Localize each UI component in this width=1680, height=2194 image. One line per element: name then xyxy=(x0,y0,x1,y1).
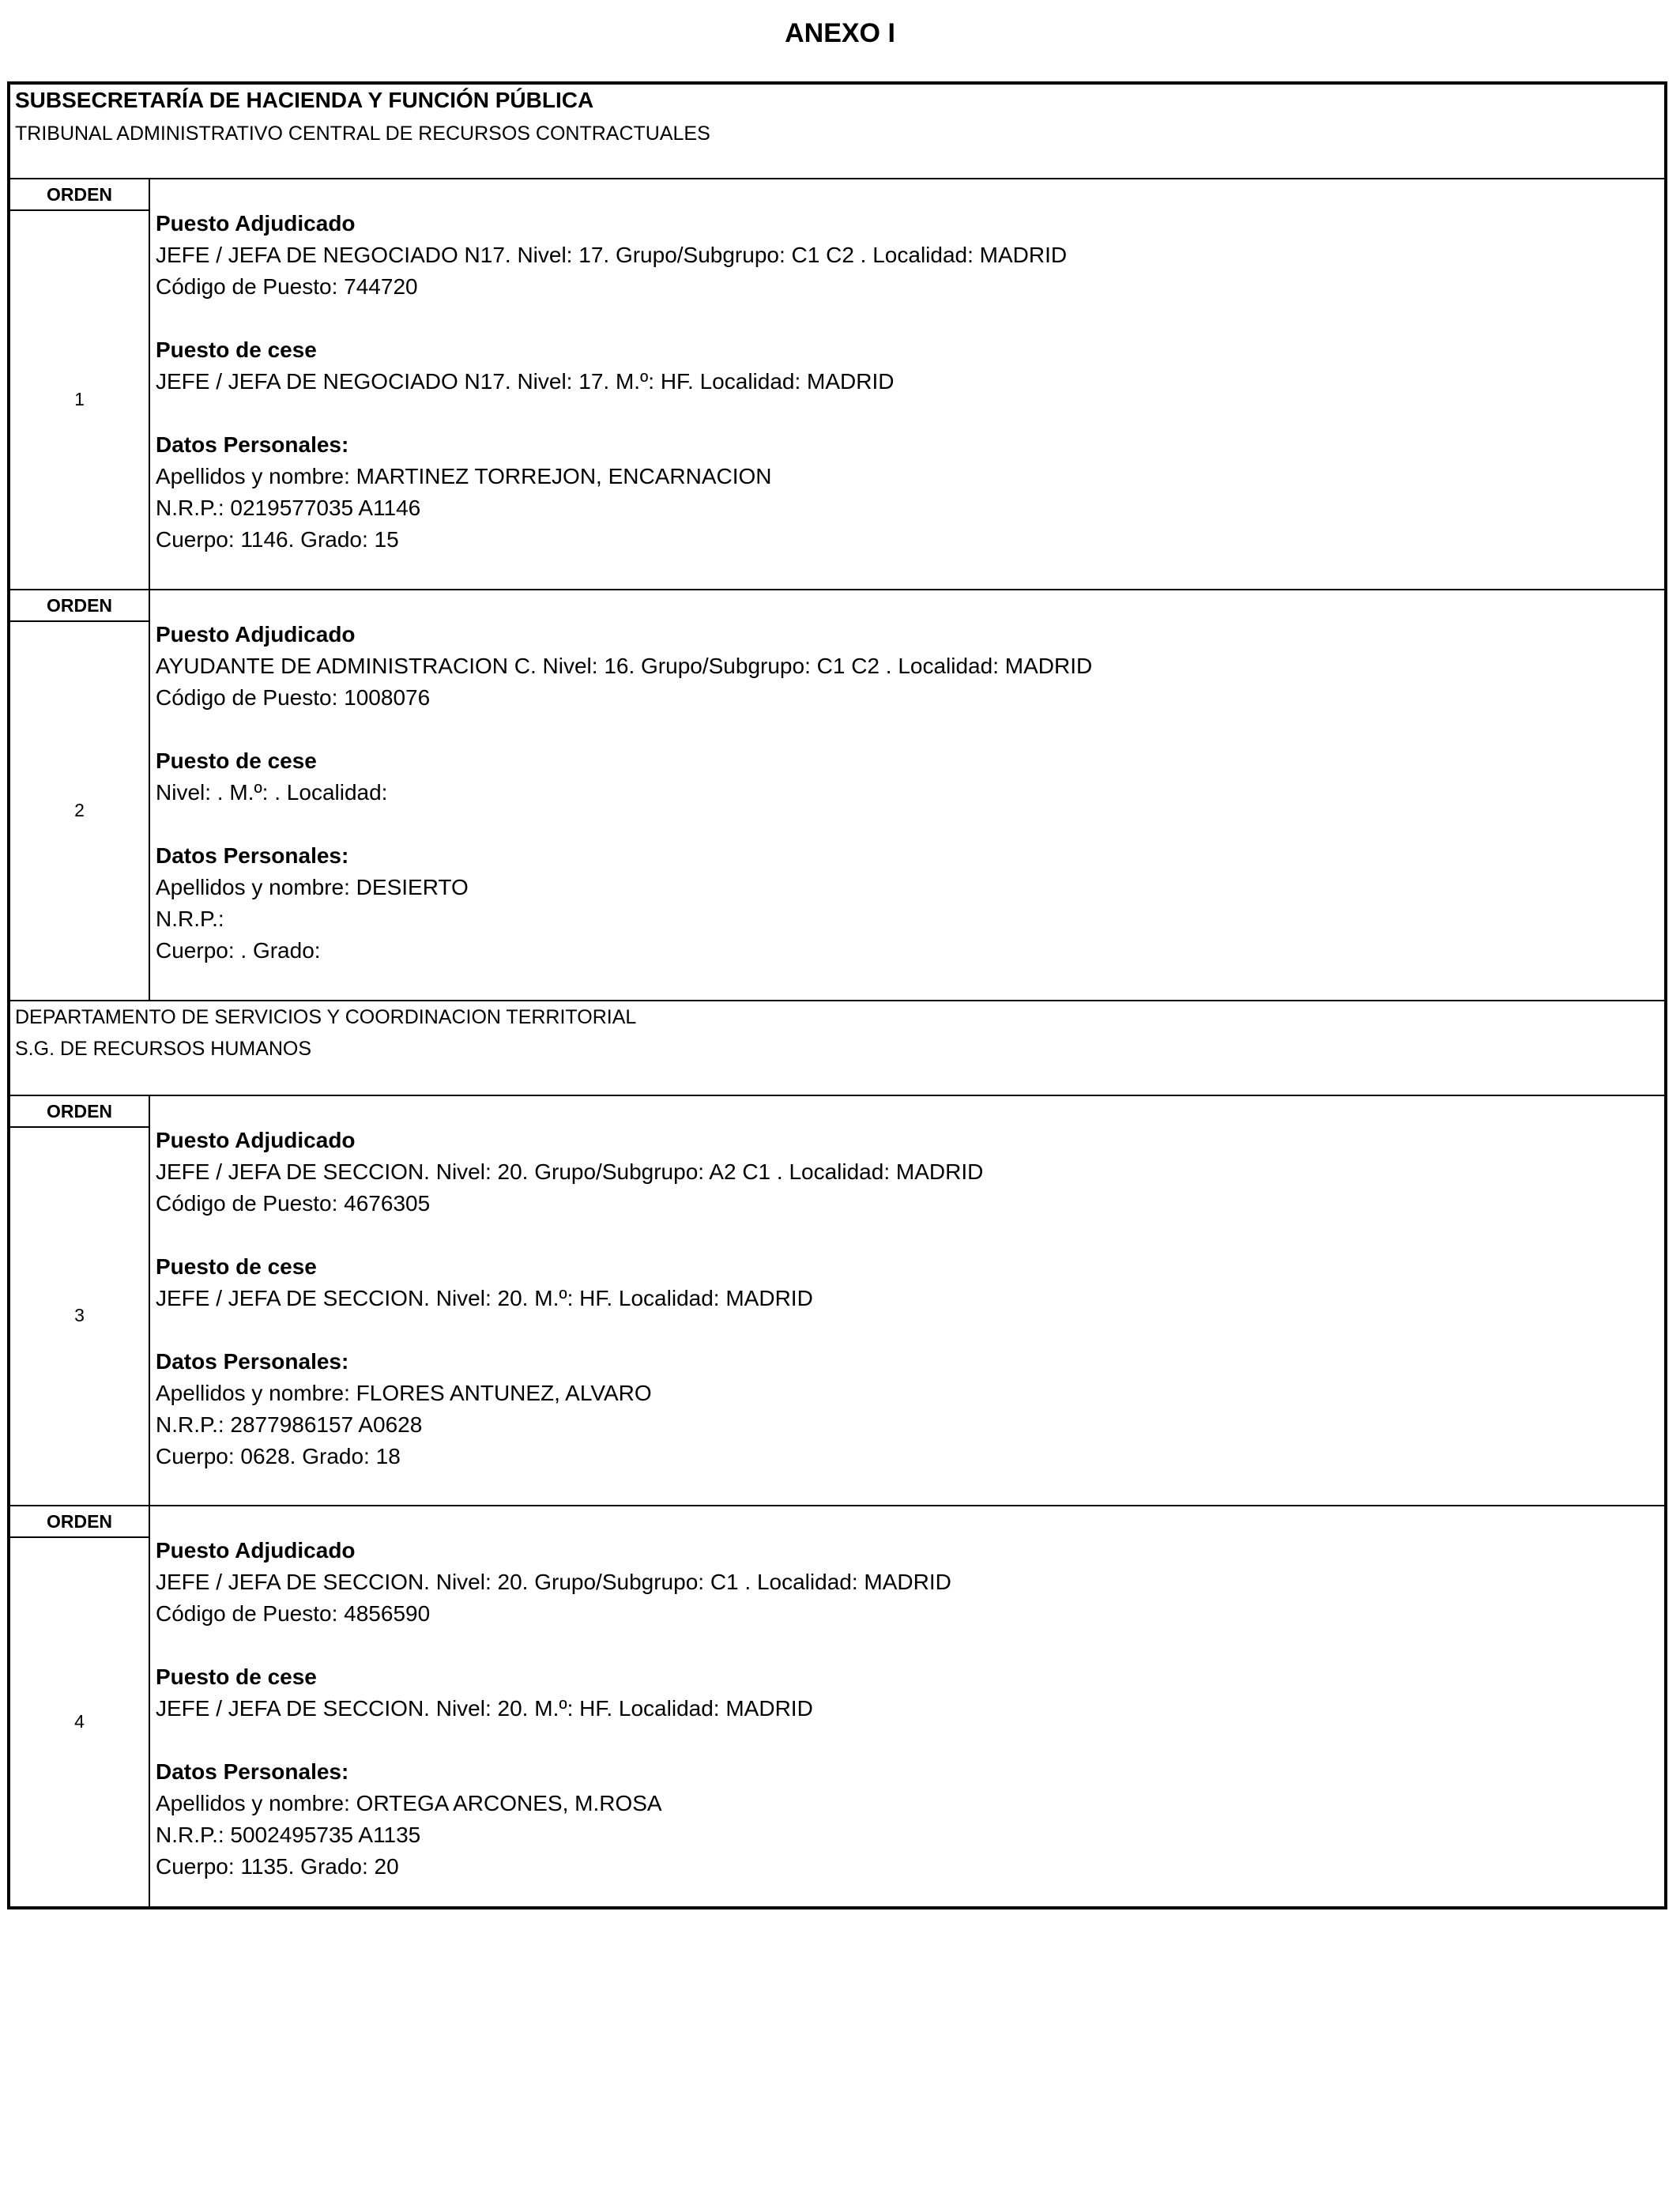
orden-label: ORDEN xyxy=(10,590,149,622)
puesto-adjudicado-heading: Puesto Adjudicado xyxy=(156,622,356,647)
record-content xyxy=(156,1125,1658,1472)
cuerpo-grado: Cuerpo: 1135. Grado: 20 xyxy=(156,1854,399,1879)
cuerpo-grado: Cuerpo: . Grado: xyxy=(156,938,321,963)
nrp: N.R.P.: xyxy=(156,907,224,931)
orden-cell xyxy=(10,590,150,1000)
orden-number: 1 xyxy=(74,388,85,409)
puesto-cese-heading: Puesto de cese xyxy=(156,337,317,362)
puesto-adjudicado-heading: Puesto Adjudicado xyxy=(156,1128,356,1152)
codigo-puesto: Código de Puesto: 1008076 xyxy=(156,685,431,710)
orden-number: 4 xyxy=(74,1710,85,1732)
puesto-adjudicado-line: JEFE / JEFA DE SECCION. Nivel: 20. Grupo/Subgrupo: C1 . Localidad: MADRID xyxy=(156,1570,951,1594)
orden-label: ORDEN xyxy=(10,1096,149,1128)
section-org: SUBSECRETARÍA DE HACIENDA Y FUNCIÓN PÚBLICA xyxy=(15,88,594,112)
section-header-1 xyxy=(10,85,1664,179)
orden-number: 3 xyxy=(74,1305,85,1325)
cuerpo-grado: Cuerpo: 1146. Grado: 15 xyxy=(156,527,399,552)
record-row xyxy=(10,179,1664,590)
datos-personales-heading: Datos Personales: xyxy=(156,843,349,868)
puesto-cese-heading: Puesto de cese xyxy=(156,748,317,773)
puesto-cese-heading: Puesto de cese xyxy=(156,1664,317,1689)
puesto-adjudicado-heading: Puesto Adjudicado xyxy=(156,1538,356,1563)
puesto-cese-line: JEFE / JEFA DE SECCION. Nivel: 20. M.º: HF. Localidad: MADRID xyxy=(156,1286,813,1310)
orden-label: ORDEN xyxy=(10,1506,149,1538)
record-row xyxy=(10,1506,1664,1906)
puesto-adjudicado-line: JEFE / JEFA DE NEGOCIADO N17. Nivel: 17. Grupo/Subgrupo: C1 C2 . Localidad: MADRID xyxy=(156,243,1068,267)
orden-label: ORDEN xyxy=(10,179,149,211)
nrp: N.R.P.: 5002495735 A1135 xyxy=(156,1823,421,1847)
cuerpo-grado: Cuerpo: 0628. Grado: 18 xyxy=(156,1444,401,1468)
puesto-adjudicado-line: AYUDANTE DE ADMINISTRACION C. Nivel: 16. Grupo/Subgrupo: C1 C2 . Localidad: MADRID xyxy=(156,654,1093,678)
section-org: DEPARTAMENTO DE SERVICIOS Y COORDINACION TERRITORIAL xyxy=(15,1006,637,1028)
apellidos-nombre: Apellidos y nombre: ORTEGA ARCONES, M.ROSA xyxy=(156,1791,662,1815)
apellidos-nombre: Apellidos y nombre: FLORES ANTUNEZ, ALVARO xyxy=(156,1381,652,1405)
puesto-cese-line: Nivel: . M.º: . Localidad: xyxy=(156,780,388,805)
puesto-adjudicado-line: JEFE / JEFA DE SECCION. Nivel: 20. Grupo/Subgrupo: A2 C1 . Localidad: MADRID xyxy=(156,1159,984,1184)
datos-personales-heading: Datos Personales: xyxy=(156,1759,349,1784)
record-content xyxy=(156,1535,1658,1883)
nrp: N.R.P.: 0219577035 A1146 xyxy=(156,496,421,520)
section-unit: TRIBUNAL ADMINISTRATIVO CENTRAL DE RECURSOS CONTRACTUALES xyxy=(15,123,710,145)
orden-cell xyxy=(10,1506,150,1906)
section-header-2 xyxy=(10,1001,1664,1096)
puesto-cese-line: JEFE / JEFA DE NEGOCIADO N17. Nivel: 17. M.º: HF. Localidad: MADRID xyxy=(156,369,895,394)
codigo-puesto: Código de Puesto: 4856590 xyxy=(156,1601,431,1626)
record-content xyxy=(156,619,1658,967)
record-row xyxy=(10,1096,1664,1506)
section-unit: S.G. DE RECURSOS HUMANOS xyxy=(15,1038,312,1060)
codigo-puesto: Código de Puesto: 4676305 xyxy=(156,1191,431,1216)
codigo-puesto: Código de Puesto: 744720 xyxy=(156,274,418,299)
nrp: N.R.P.: 2877986157 A0628 xyxy=(156,1412,423,1437)
record-content xyxy=(156,208,1658,556)
orden-cell xyxy=(10,1096,150,1505)
page-title: ANEXO I xyxy=(785,18,895,48)
annex-table xyxy=(7,81,1667,1909)
puesto-cese-heading: Puesto de cese xyxy=(156,1254,317,1279)
orden-number: 2 xyxy=(74,799,85,820)
orden-cell xyxy=(10,179,150,589)
record-row xyxy=(10,590,1664,1001)
puesto-cese-line: JEFE / JEFA DE SECCION. Nivel: 20. M.º: HF. Localidad: MADRID xyxy=(156,1696,813,1721)
puesto-adjudicado-heading: Puesto Adjudicado xyxy=(156,211,356,236)
apellidos-nombre: Apellidos y nombre: DESIERTO xyxy=(156,875,469,899)
apellidos-nombre: Apellidos y nombre: MARTINEZ TORREJON, ENCARNACION xyxy=(156,464,772,488)
datos-personales-heading: Datos Personales: xyxy=(156,432,349,457)
datos-personales-heading: Datos Personales: xyxy=(156,1349,349,1374)
